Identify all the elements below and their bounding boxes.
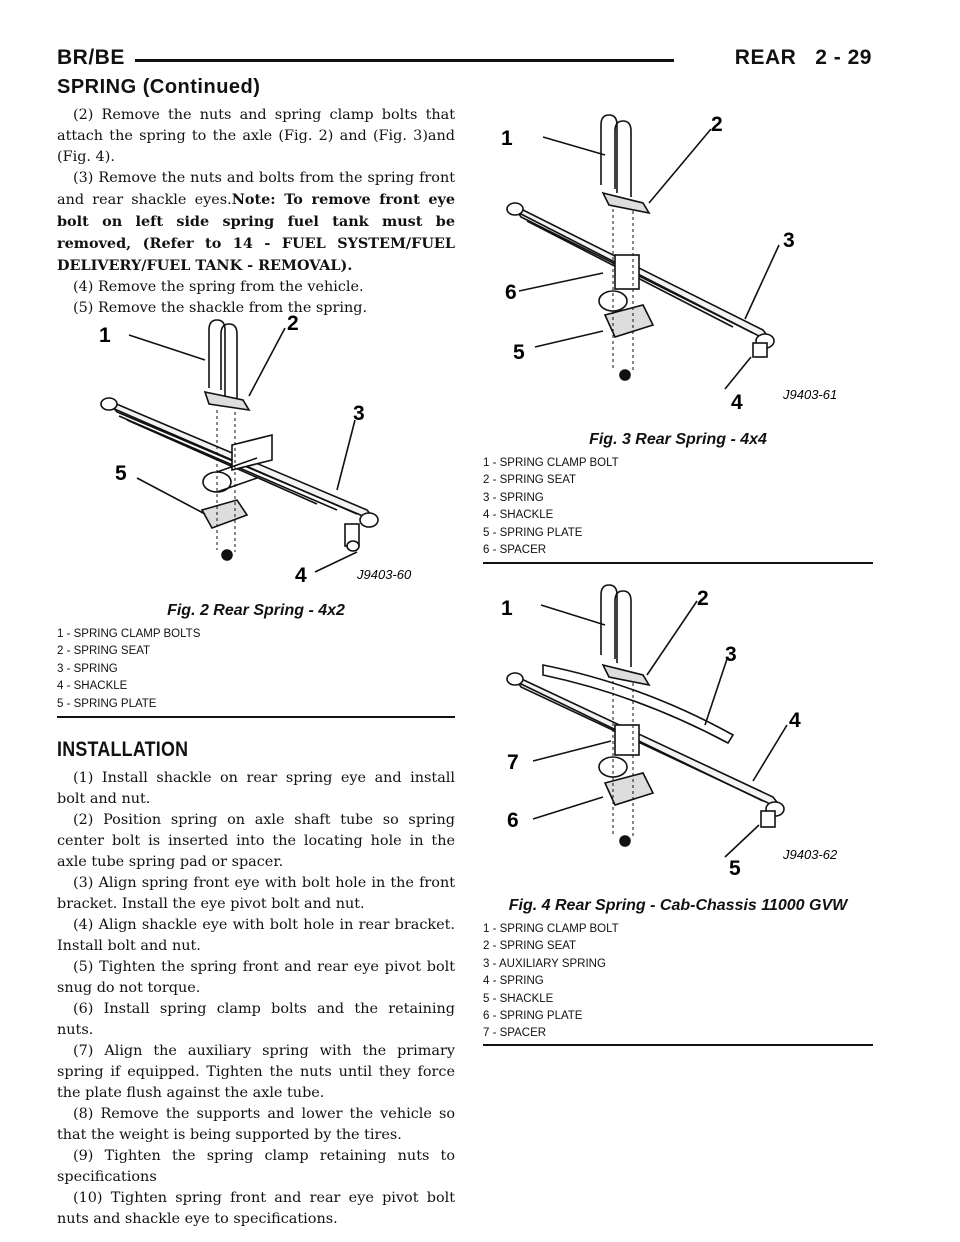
fig4-callout: 1 [501,597,513,620]
legend-item: 6 - SPACER [483,544,547,557]
removal-step: (4) Remove the spring from the vehicle. [73,279,364,295]
fig3-part-number: J9403-61 [783,387,838,402]
install-step: (8) Remove the supports and lower the vehicle so that the weight is being supported by the tires. [57,1106,455,1143]
fig4-callout: 5 [729,857,741,880]
fig2-rule [57,716,455,718]
legend-item: 2 - SPRING SEAT [483,474,577,487]
fig4-callout: 7 [507,751,519,774]
legend-item: 3 - SPRING [483,491,544,504]
fig2-callout: 3 [353,402,365,425]
figure-4 [483,575,873,1045]
fig2-caption: Fig. 2 Rear Spring - 4x2 [167,602,345,619]
fig4-callout: 6 [507,809,519,832]
page-header [57,42,872,76]
install-step: (6) Install spring clamp bolts and the retaining nuts. [57,1001,455,1038]
fig4-caption: Fig. 4 Rear Spring - Cab-Chassis 11000 GVW [508,897,848,914]
fig3-illustration [483,105,873,425]
fig2-part-number: J9403-60 [357,567,412,582]
legend-item: 7 - SPACER [483,1027,547,1040]
fig4-callout: 2 [697,587,709,610]
legend-item: 2 - SPRING SEAT [57,645,151,658]
legend-item: 4 - SPRING [483,975,544,988]
section-title: SPRING (Continued) [57,76,261,98]
legend-item: 5 - SPRING PLATE [57,697,157,710]
fig3-caption: Fig. 3 Rear Spring - 4x4 [589,431,767,448]
installation-text [57,768,455,1230]
fig2-callout: 2 [287,312,299,335]
legend-item: 3 - AUXILIARY SPRING [483,957,606,970]
legend-item: 6 - SPRING PLATE [483,1010,583,1023]
install-step: (1) Install shackle on rear spring eye and install bolt and nut. [57,770,455,807]
header-left: BR/BE [57,46,125,69]
install-step: (5) Tighten the spring front and rear eye pivot bolt snug do not torque. [57,959,455,996]
fig3-callout: 4 [731,391,743,414]
fig2-callout: 4 [295,564,307,587]
legend-item: 3 - SPRING [57,662,118,675]
fig4-callout: 3 [725,643,737,666]
legend-item: 1 - SPRING CLAMP BOLT [483,923,619,935]
fig4-legend [483,921,619,1043]
fig4-illustration [483,575,873,890]
install-step: (10) Tighten spring front and rear eye pivot bolt nuts and shackle eye to specifications. [57,1190,455,1227]
removal-text [57,105,455,319]
fig3-callout: 6 [505,281,517,304]
removal-step: (2) Remove the nuts and spring clamp bolts that attach the spring to the axle (Fig. 2) and (Fig. 3)and (Fig. 4). [57,107,455,165]
fig2-legend [57,626,200,713]
fig3-callout: 1 [501,127,513,150]
figure-3 [483,105,873,565]
header-rule [135,59,674,62]
install-step: (9) Tighten the spring clamp retaining nuts to specifications [57,1148,455,1185]
legend-item: 4 - SHACKLE [57,680,128,693]
fig3-callout: 3 [783,229,795,252]
removal-note: Note: To remove front eye bolt on left side spring fuel tank must be removed, (Refer to 14 - FUEL SYSTEM/FUEL DELIVERY/FUEL TANK - REMOVAL). [57,191,456,274]
fig4-rule [483,1044,873,1046]
fig3-rule [483,562,873,564]
removal-step: (3) Remove the nuts and bolts from the spring front and rear shackle eyes.Note: To remove front eye bolt on left side spring fuel tank must be removed, (Refer to 14 - FUEL SYSTEM/FUEL DELIVERY/FUEL TANK - REMOVAL). [57,170,456,274]
fig3-callout: 5 [513,341,525,364]
fig4-callout: 4 [789,709,801,732]
legend-item: 4 - SHACKLE [483,509,554,522]
removal-step: (5) Remove the shackle from the spring. [73,300,368,316]
install-step: (4) Align shackle eye with bolt hole in rear bracket. Install bolt and nut. [57,917,455,954]
figure-2 [57,300,455,720]
legend-item: 2 - SPRING SEAT [483,940,577,953]
fig2-callout: 1 [99,324,111,347]
legend-item: 1 - SPRING CLAMP BOLT [483,457,619,469]
fig4-part-number: J9403-62 [783,847,838,862]
legend-item: 5 - SPRING PLATE [483,526,583,539]
legend-item: 5 - SHACKLE [483,992,554,1005]
install-step: (7) Align the auxiliary spring with the primary spring if equipped. Tighten the nuts until they force the plate flush against the axle tube. [57,1043,455,1101]
fig2-callout: 5 [115,462,127,485]
fig3-callout: 2 [711,113,723,136]
fig3-legend [483,455,619,559]
header-right: REAR 2 - 29 [734,46,872,69]
install-step: (2) Position spring on axle shaft tube so spring center bolt is inserted into the locating hole in the axle tube spring pad or spacer. [57,812,455,870]
legend-item: 1 - SPRING CLAMP BOLTS [57,628,201,640]
fig2-illustration [57,300,455,590]
install-step: (3) Align spring front eye with bolt hole in the front bracket. Install the eye pivot bolt and nut. [57,875,455,912]
installation-heading: INSTALLATION [57,738,189,761]
